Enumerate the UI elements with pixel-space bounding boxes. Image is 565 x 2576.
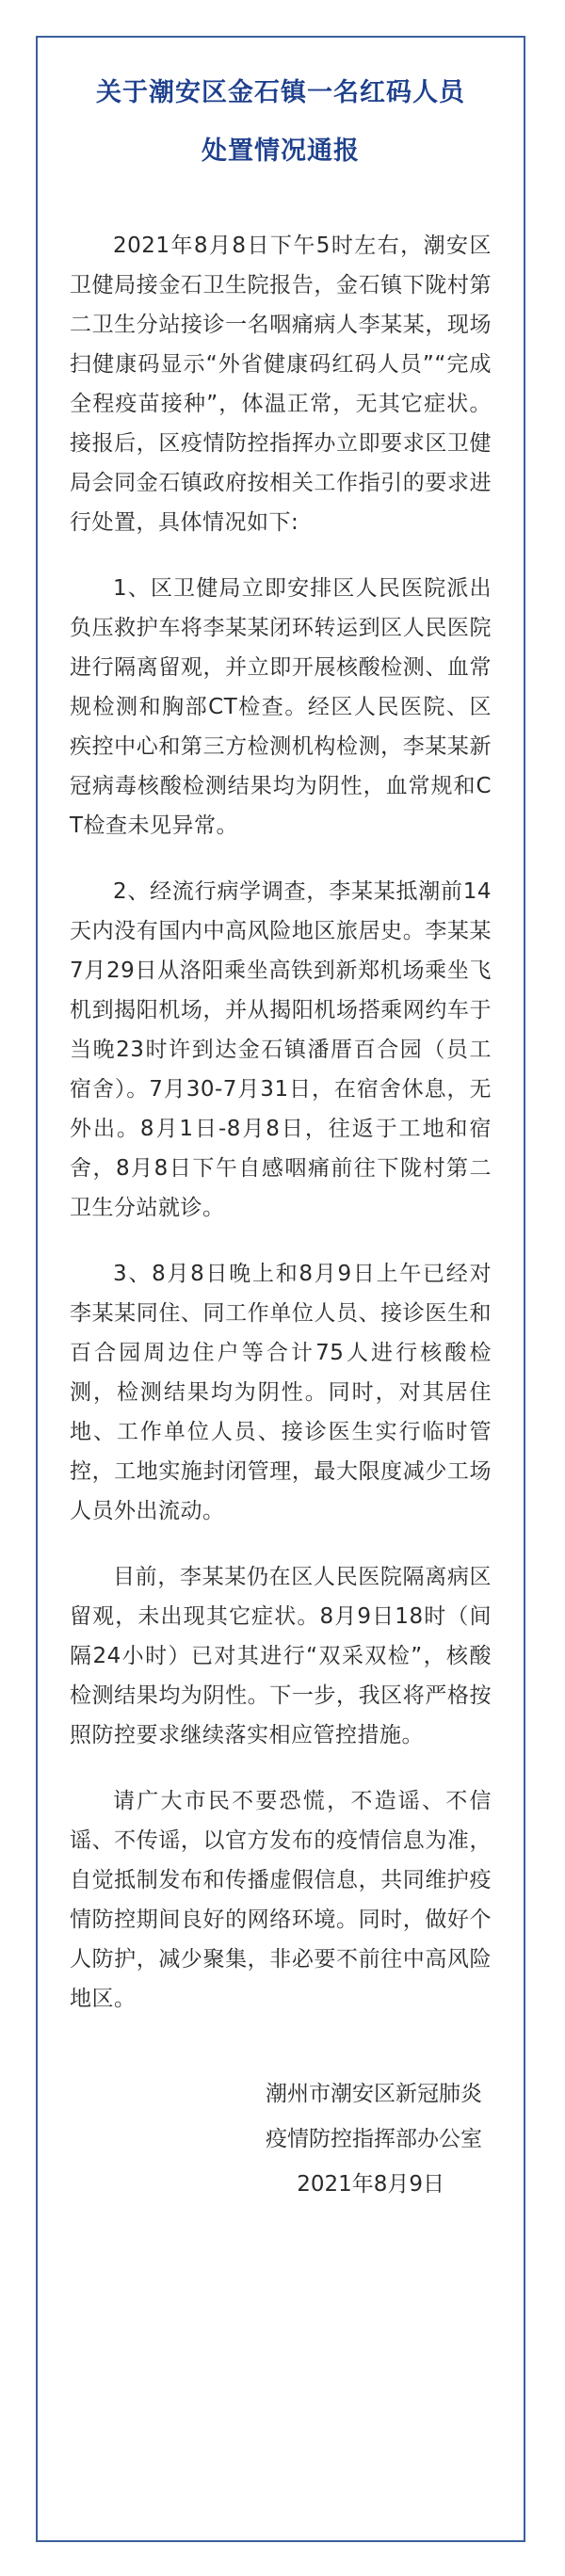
signature-date: 2021年8月9日 [297, 2172, 444, 2197]
paragraph-item-1: 1、区卫健局立即安排区人民医院派出负压救护车将李某某闭环转运到区人民医院进行隔离留观，并立即开展核酸检测、血常规检测和胸部CT检查。经区人民医院、区疾控中心和第三方检测机构检测，李某某新冠病毒核酸检测结果均为阴性，血常规和CT检查未见异常。 [70, 576, 492, 838]
paragraph-current-status: 目前，李某某仍在区人民医院隔离病区留观，未出现其它症状。8月9日18时（间隔24小时）已对其进行“双采双检”，核酸检测结果均为阴性。下一步，我区将严格按照防控要求继续落实相应管控措施。 [70, 1565, 492, 1747]
signature-line-2: 疫情防控指挥部办公室 [266, 2127, 482, 2151]
title-line-2: 处置情况通报 [202, 137, 360, 166]
notice-body [70, 226, 492, 2019]
paragraph-intro: 2021年8月8日下午5时左右，潮安区卫健局接金石卫生院报告，金石镇下陇村第二卫生分站接诊一名咽痛病人李某某，现场扫健康码显示“外省健康码红码人员”“完成全程疫苗接种”，体温正常，无其它症状。接报后，区疫情防控指挥办立即要求区卫健局会同金石镇政府按相关工作指引的要求进行处置，具体情况如下: [70, 233, 492, 535]
paragraph-public-appeal: 请广大市民不要恐慌，不造谣、不信谣、不传谣，以官方发布的疫情信息为准，自觉抵制发布和传播虚假信息，共同维护疫情防控期间良好的网络环境。同时，做好个人防护，减少聚集，非必要不前往中高风险地区。 [70, 1789, 492, 2011]
title-line-1: 关于潮安区金石镇一名红码人员 [96, 78, 465, 107]
paragraph-item-2: 2、经流行病学调查，李某某抵潮前14天内没有国内中高风险地区旅居史。李某某7月29日从洛阳乘坐高铁到新郑机场乘坐飞机到揭阳机场，并从揭阳机场搭乘网约车于当晚23时许到达金石镇潘厝百合园（员工宿舍）。7月30-7月31日，在宿舍休息，无外出。8月1日-8月8日，往返于工地和宿舍，8月8日下午自感咽痛前往下陇村第二卫生分站就诊。 [70, 879, 492, 1220]
paragraph-item-3: 3、8月8日晚上和8月9日上午已经对李某某同住、同工作单位人员、接诊医生和百合园周边住户等合计75人进行核酸检测，检测结果均为阴性。同时，对其居住地、工作单位人员、接诊医生实行临时管控，工地实施封闭管理，最大限度减少工场人员外出流动。 [70, 1262, 492, 1523]
signature-line-1: 潮州市潮安区新冠肺炎 [266, 2082, 482, 2106]
signature-block [70, 2071, 492, 2207]
notice-title [70, 64, 492, 181]
notice-frame [36, 36, 525, 2542]
